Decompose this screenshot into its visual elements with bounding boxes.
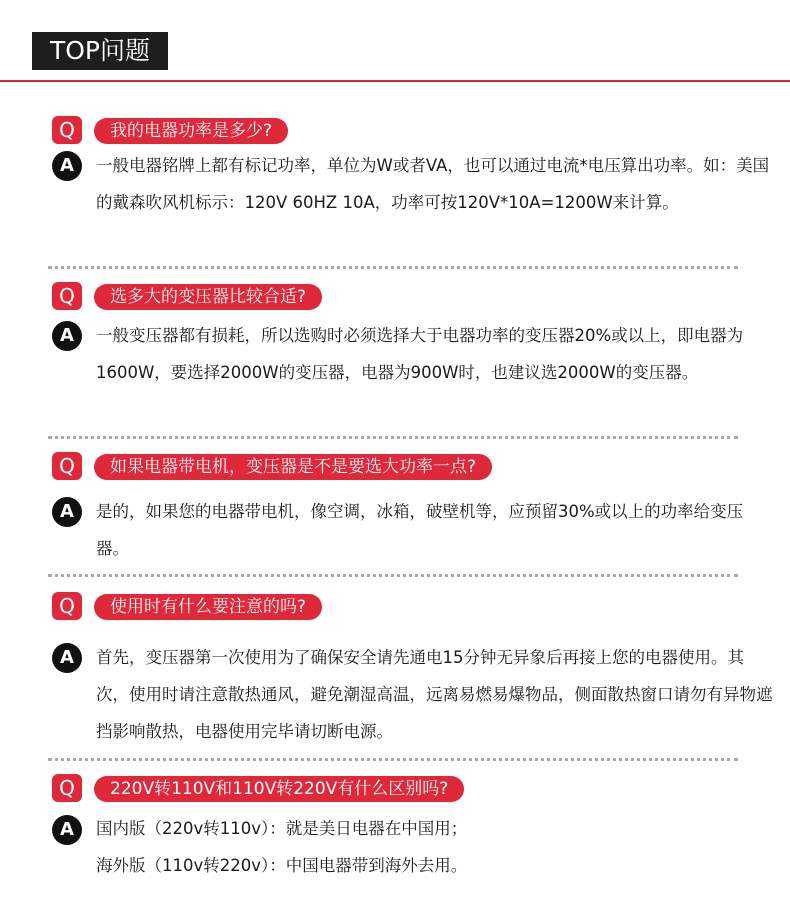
answer-text [96, 810, 774, 884]
question-text: 220V转110V和110V转220V有什么区别吗? [94, 776, 464, 802]
question-text: 使用时有什么要注意的吗? [94, 594, 322, 620]
dotted-divider [48, 266, 738, 269]
answer-line: 海外版（110v转220v）：中国电器带到海外去用。 [96, 856, 468, 875]
a-badge: A [52, 643, 82, 673]
question-text: 选多大的变压器比较合适? [94, 284, 322, 310]
question-text: 我的电器功率是多少? [94, 118, 288, 144]
q-badge: Q [52, 282, 82, 310]
page-title: TOP问题 [32, 32, 168, 70]
dotted-divider [48, 574, 738, 577]
q-badge: Q [52, 774, 82, 802]
answer-text: 一般变压器都有损耗，所以选购时必须选择大于电器功率的变压器20%或以上，即电器为1600W，要选择2000W的变压器，电器为900W时，也建议选2000W的变压器。 [96, 326, 744, 382]
answer-text: 首先，变压器第一次使用为了确保安全请先通电15分钟无异象后再接上您的电器使用。其次，使用时请注意散热通风，避免潮湿高温，远离易燃易爆物品，侧面散热窗口请勿有异物遮挡影响散热，电器使用完毕请切断电源。 [96, 648, 773, 741]
q-badge: Q [52, 116, 82, 144]
a-badge: A [52, 497, 82, 527]
q-badge: Q [52, 452, 82, 480]
answer-text: 是的，如果您的电器带电机，像空调，冰箱，破壁机等，应预留30%或以上的功率给变压器。 [96, 502, 744, 558]
q-badge: Q [52, 592, 82, 620]
title-divider [0, 80, 790, 82]
a-badge: A [52, 151, 82, 181]
dotted-divider [48, 436, 738, 439]
a-badge: A [52, 815, 82, 845]
answer-line: 国内版（220v转110v）：就是美日电器在中国用； [96, 819, 468, 838]
a-badge: A [52, 321, 82, 351]
page-header [0, 0, 790, 90]
question-text: 如果电器带电机，变压器是不是要选大功率一点? [94, 454, 492, 480]
answer-text: 一般电器铭牌上都有标记功率，单位为W或者VA，也可以通过电流*电压算出功率。如：美国的戴森吹风机标示：120V 60HZ 10A，功率可按120V*10A=1200W来计算。 [96, 156, 770, 212]
dotted-divider [48, 758, 738, 761]
